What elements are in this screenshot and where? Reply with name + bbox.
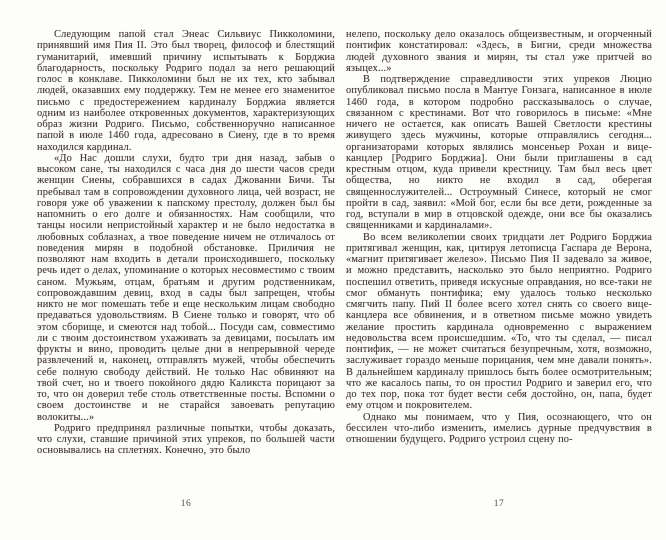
paragraph: Родриго предпринял различные попытки, чтобы доказать, что слухи, ставшие причиной этих упреков, по большей части основывались на сплетнях. Конечно, это было [37, 422, 335, 457]
paragraph: Следующим папой стал Энеас Сильвиус Пикколомини, принявший имя Пия II. Это был творец, философ и блестящий гуманитарий, имевший причину испытывать к Борджиа благодарность, поскольку Родриго подал за него решающий голос в конклаве. Пикколомини был не их тех, кто забывал людей, оказавших ему поддержку. Тем не менее его знаменитое письмо с предостережением кардиналу Борджиа является одним из наиболее откровенных документов, характеризующих образ жизни Родриго. Письмо, собственноручно написанное папой в июле 1460 года, адресовано в Сиену, где в то время находился кардинал. [37, 29, 335, 153]
page-left [37, 29, 335, 509]
paragraph: Однако мы понимаем, что у Пия, осознающего, что он бессилен что-либо изменить, имелись дурные предчувствия в отношении будущего. Родриго устроил сцену по- [346, 411, 652, 445]
page-right-text [346, 29, 652, 445]
page-number-left: 16 [180, 499, 192, 509]
paragraph: «До Нас дошли слухи, будто три дня назад, забыв о высоком сане, ты находился с часа дня до шести часов среди женщин Сиены, собравшихся в садах Джованни Бичи. Ты пребывал там в сопровождении духовного лица, чей возраст, не говоря уже об уважении к папскому престолу, должен был бы напомнить о его долге и обязанностях. Нам сообщили, что танцы носили непристойный характер и не было недостатка в любовных соблазнах, а твое поведение ничем не отличалось от поведения мирян в подобной обстановке. Приличия не позволяют нам входить в детали происходившего, поскольку речь идет о делах, упоминание о которых несовместимо с твоим саном. Мужьям, отцам, братьям и другим родственникам, сопровождавшим девиц, вход в сады был запрещен, чтобы никто не мог помешать тебе и еще нескольким лицам свободно предаваться удовольствиям. В Сиене только и говорят, что об этом сборище, и смеются над тобой... Посуди сам, совместимо ли с твоим достоинством ухаживать за девицами, посылать им фрукты и вино, проводить целые дни в непрерывной череде развлечений и, наконец, отправлять мужей, чтобы обеспечить себе полную свободу действий. Не только Нас обвиняют на твой счет, но и твоего покойного дядю Каликста порицают за то, что он доверил тебе столь ответственные посты. Вспомни о своем достоинстве и не старайся завоевать репутацию волокиты...» [37, 152, 335, 423]
page-number-right: 17 [493, 499, 505, 509]
paragraph: Во всем великолепии своих тридцати лет Родриго Борджиа притягивал женщин, как, цитируя летописца Гаспара де Верона, «магнит притягивает железо». Письмо Пия II задевало за живое, и можно представить, насколько это было неприятно. Родриго поспешил ответить, приведя искусные оправдания, но все-таки не смог обмануть понтифика; ему удалось только несколько смягчить папу. Пий II более всего хотел снять со своего вице-канцлера все обвинения, и в ответном письме можно увидеть желание простить кардинала одновременно с выражением недовольства всем происшедшим. «То, что ты сделал, — писал понтифик, — не может считаться безупречным, хотя, возможно, заслуживает гораздо меньше порицания, чем мне давали понять». В дальнейшем кардиналу пришлось быть более осмотрительным; что же касалось папы, то он простил Родриго и заверил его, что до тех пор, пока тот будет вести себя достойно, он, папа, будет ему отцом и покровителем. [346, 231, 652, 412]
paragraph: нелепо, поскольку дело оказалось общеизвестным, и огорченный понтифик констатировал: «Здесь, в Бигни, среди множества людей духовного звания и мирян, ты стал уже притчей во языцех...» [346, 29, 652, 74]
paragraph: В подтверждение справедливости этих упреков Люцио опубликовал письмо посла в Мантуе Гонзага, написанное в июле 1460 года, в котором подробно рассказывалось о случае, связанном с крестинами. Вот что говорилось в письме: «Мне ничего не остается, как описать Вашей Светлости крестины живущего здесь мужчины, которые отправлялись сегодня... организаторами которых являлись монсеньер Рохан и вице-канцлер [Родриго Борджиа]. Они были приглашены в сад крестным отцом, куда привели крестницу. Там был весь цвет общества, но никто не входил в сад, оберегая священнослужителей... Остроумный Синесе, который не смог пройти в сад, заявил: «Мой бог, если бы все дети, рожденные за год, вступали в мир в отцовской одежде, они все бы оказались священниками и кардиналами». [346, 74, 652, 232]
page-right [346, 29, 652, 509]
page-left-text [37, 29, 335, 457]
